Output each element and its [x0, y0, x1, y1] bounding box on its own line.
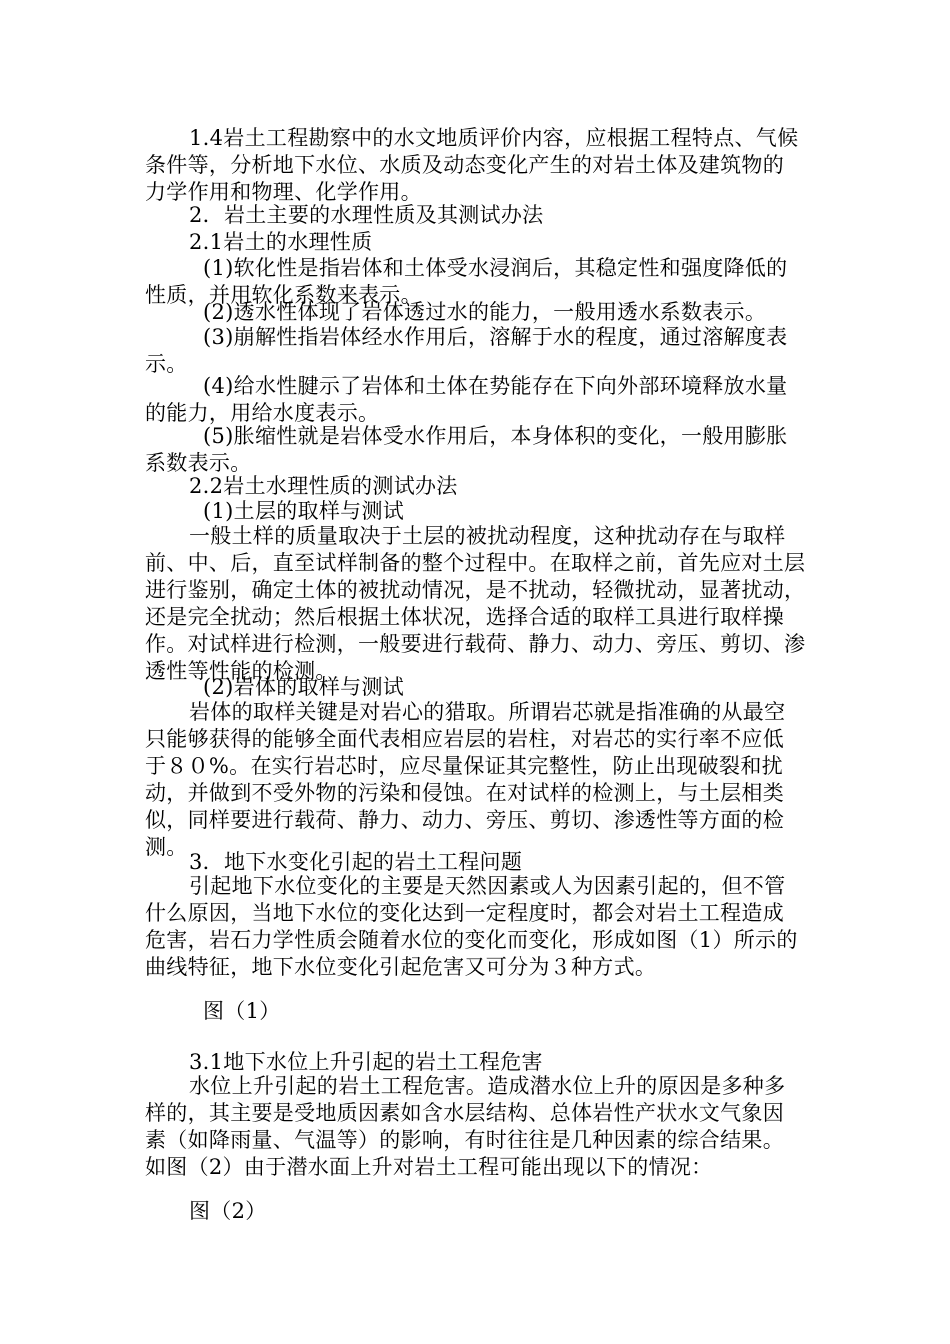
- paragraph-disintegration: (3)崩解性指岩体经水作用后，溶解于水的程度，通过溶解度表示。: [145, 325, 788, 376]
- item-heading-soil-sampling: (1)土层的取样与测试: [203, 499, 405, 523]
- item-heading-rock-sampling: (2)岩体的取样与测试: [203, 675, 405, 699]
- section-heading-3: 3．地下水变化引起的岩土工程问题: [189, 850, 523, 874]
- figure-caption-2: 图（2）: [189, 1199, 267, 1223]
- paragraph-water-rise: 水位上升引起的岩土工程危害。造成潜水位上升的原因是多种多样的，其主要是受地质因素如含水层结构、总体岩性产状水文气象因素（如降雨量、气温等）的影响，有时往往是几种因素的综合结果。如图（2）由于潜水面上升对岩土工程可能出现以下的情况：: [145, 1074, 786, 1179]
- paragraph-groundwater-change: 引起地下水位变化的主要是天然因素或人为因素引起的，但不管什么原因，当地下水位的变化达到一定程度时，都会对岩土工程造成危害，岩石力学性质会随着水位的变化而变化，形成如图（1）所示的曲线特征，地下水位变化引起危害又可分为３种方式。: [145, 874, 798, 979]
- paragraph-rock-sampling: 岩体的取样关键是对岩心的猎取。所谓岩芯就是指准确的从最空只能够获得的能够全面代表相应岩层的岩柱，对岩芯的实行率不应低于８０%。在实行岩芯时，应尽量保证其完整性，防止出现破裂和扰动，并做到不受外物的污染和侵蚀。在对试样的检测上，与土层相类似，同样要进行载荷、静力、动力、旁压、剪切、渗透性等方面的检测。: [145, 700, 786, 859]
- subsection-heading-2-1: 2.1岩土的水理性质: [189, 230, 373, 254]
- paragraph-soil-sampling: 一般土样的质量取决于土层的被扰动程度，这种扰动存在与取样前、中、后，直至试样制备的整个过程中。在取样之前，首先应对土层进行鉴别，确定土体的被扰动情况，是不扰动，轻微扰动，显著扰动，还是完全扰动；然后根据土体状况，选择合适的取样工具进行取样操作。对试样进行检测，一般要进行载荷、静力、动力、旁压、剪切、渗透性等性能的检测。: [145, 524, 806, 683]
- figure-caption-1: 图（1）: [203, 999, 281, 1023]
- paragraph-water-yield: (4)给水性腱示了岩体和土体在势能存在下向外部环境释放水量的能力，用给水度表示。: [145, 374, 788, 425]
- paragraph-hydro-evaluation: 1.4岩土工程勘察中的水文地质评价内容，应根据工程特点、气候条件等，分析地下水位、水质及动态变化产生的对岩土体及建筑物的力学作用和物理、化学作用。: [145, 126, 799, 204]
- subsection-heading-2-2: 2.2岩土水理性质的测试办法: [189, 474, 458, 498]
- paragraph-softening: (1)软化性是指岩体和土体受水浸润后，其稳定性和强度降低的性质，并用软化系数来表示。: [145, 256, 788, 307]
- subsection-heading-3-1: 3.1地下水位上升引起的岩土工程危害: [189, 1050, 543, 1074]
- paragraph-swelling: (5)胀缩性就是岩体受水作用后，本身体积的变化，一般用膨胀系数表示。: [145, 424, 788, 475]
- paragraph-permeability: (2)透水性体现了岩体透过水的能力，一般用透水系数表示。: [203, 300, 767, 324]
- section-heading-2: 2．岩土主要的水理性质及其测试办法: [189, 203, 544, 227]
